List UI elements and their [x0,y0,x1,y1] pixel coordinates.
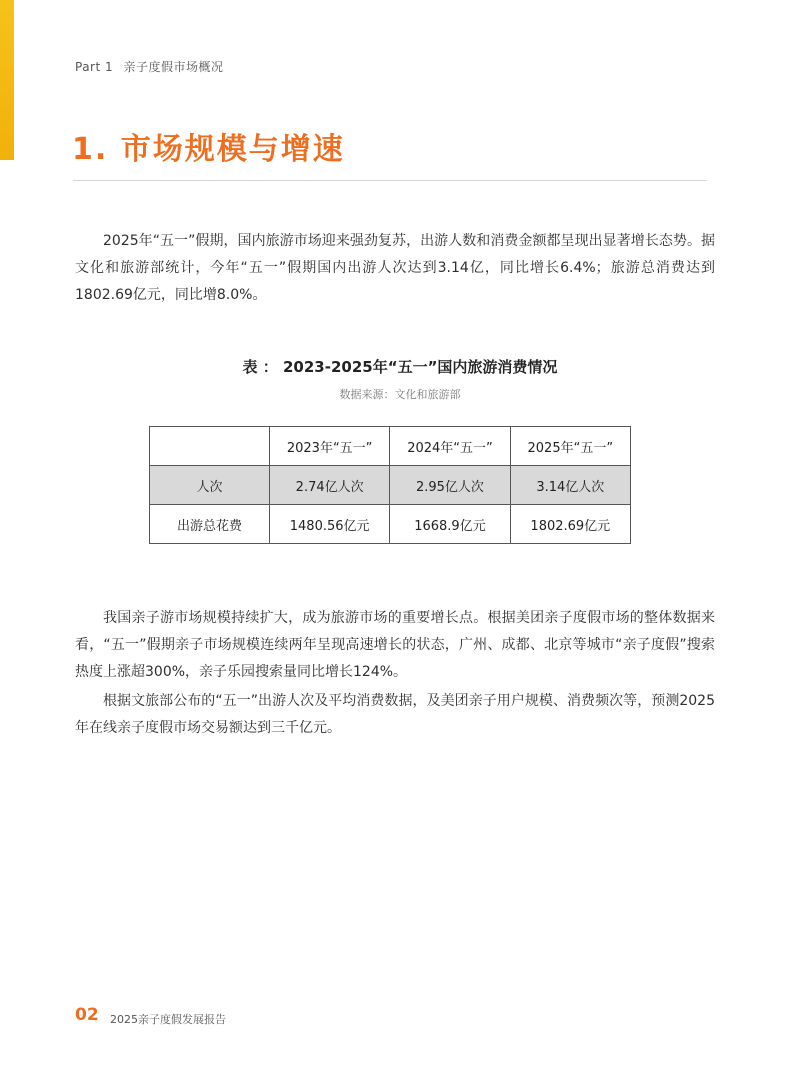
table-title: 表 ： 2023-2025年“五一”国内旅游消费情况 [242,358,558,376]
table-cell: 2.95亿人次 [390,466,510,505]
part-number: Part 1 [75,60,114,74]
row-label: 出游总花费 [150,505,270,544]
body-paragraph: 根据文旅部公布的“五一”出游人次及平均消费数据，及美团亲子用户规模、消费频次等，预测2025年在线亲子度假市场交易额达到三千亿元。 [75,693,715,736]
intro-paragraph: 2025年“五一”假期，国内旅游市场迎来强劲复苏，出游人数和消费金额都呈现出显著增长态势。据文化和旅游部统计，今年“五一”假期国内出游人次达到3.14亿，同比增长6.4%；旅游总消费达到1802.69亿元，同比增8.0%。 [75,233,715,303]
table-header-row [150,427,631,466]
table-cell: 1480.56亿元 [269,505,389,544]
table-row [150,466,631,505]
table-header-cell: 2023年“五一” [269,427,389,466]
table-header-cell [150,427,270,466]
table-header-cell: 2025年“五一” [510,427,630,466]
part-label [75,58,223,75]
footer-report-title: 2025亲子度假发展报告 [110,1013,226,1026]
body-paragraph: 我国亲子游市场规模持续扩大，成为旅游市场的重要增长点。根据美团亲子度假市场的整体数据来看，“五一”假期亲子市场规模连续两年呈现高速增长的状态，广州、成都、北京等城市“亲子度假”搜索热度上涨超300%，亲子乐园搜索量同比增长124%。 [75,610,715,680]
table-cell: 3.14亿人次 [510,466,630,505]
title-divider [73,180,707,181]
table-cell: 1802.69亿元 [510,505,630,544]
page-number: 02 [75,1005,99,1025]
tourism-data-table [149,426,631,544]
table-source: 数据来源：文化和旅游部 [339,388,461,401]
row-label: 人次 [150,466,270,505]
table-cell: 1668.9亿元 [390,505,510,544]
accent-side-bar [0,0,14,160]
section-title: 1. 市场规模与增速 [72,132,345,167]
part-title: 亲子度假市场概况 [123,60,224,74]
table-row [150,505,631,544]
table-cell: 2.74亿人次 [269,466,389,505]
table-header-cell: 2024年“五一” [390,427,510,466]
